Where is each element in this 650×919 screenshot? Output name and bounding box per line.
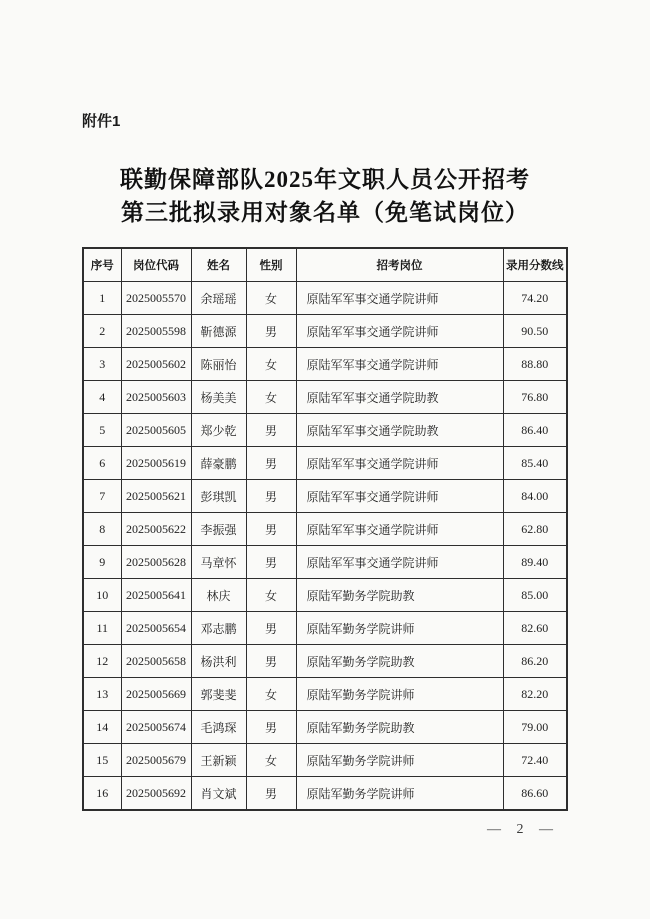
table-cell: 9 [83, 546, 121, 579]
table-cell: 2025005622 [121, 513, 191, 546]
table-cell: 林庆 [191, 579, 246, 612]
table-cell: 原陆军勤务学院讲师 [296, 678, 503, 711]
table-cell: 86.60 [503, 777, 567, 811]
table-cell: 余瑶瑶 [191, 282, 246, 315]
roster-table [82, 247, 568, 811]
table-cell: 王新颖 [191, 744, 246, 777]
table-cell: 男 [246, 447, 296, 480]
column-header: 招考岗位 [296, 248, 503, 282]
table-cell: 4 [83, 381, 121, 414]
table-row [83, 612, 567, 645]
table-row [83, 315, 567, 348]
table-cell: 毛鸿琛 [191, 711, 246, 744]
table-row [83, 513, 567, 546]
table-cell: 88.80 [503, 348, 567, 381]
table-cell: 原陆军勤务学院助教 [296, 579, 503, 612]
table-cell: 女 [246, 579, 296, 612]
table-cell: 男 [246, 645, 296, 678]
table-cell: 原陆军军事交通学院讲师 [296, 513, 503, 546]
table-cell: 原陆军勤务学院讲师 [296, 612, 503, 645]
document-title-line1: 联勤保障部队2025年文职人员公开招考 [120, 167, 530, 192]
table-row [83, 645, 567, 678]
column-header: 性别 [246, 248, 296, 282]
attachment-label: 附件1 [82, 113, 121, 130]
table-row [83, 711, 567, 744]
table-cell: 5 [83, 414, 121, 447]
table-cell: 男 [246, 612, 296, 645]
table-cell: 16 [83, 777, 121, 811]
table-cell: 2025005598 [121, 315, 191, 348]
table-cell: 原陆军军事交通学院助教 [296, 414, 503, 447]
table-row [83, 480, 567, 513]
table-cell: 原陆军军事交通学院讲师 [296, 480, 503, 513]
table-cell: 6 [83, 447, 121, 480]
table-cell: 男 [246, 315, 296, 348]
table-cell: 86.20 [503, 645, 567, 678]
table-cell: 7 [83, 480, 121, 513]
table-cell: 原陆军勤务学院讲师 [296, 777, 503, 811]
table-cell: 男 [246, 711, 296, 744]
table-cell: 原陆军军事交通学院讲师 [296, 282, 503, 315]
table-cell: 李振强 [191, 513, 246, 546]
table-cell: 82.60 [503, 612, 567, 645]
table-cell: 郑少乾 [191, 414, 246, 447]
table-cell: 肖文斌 [191, 777, 246, 811]
table-cell: 马章怀 [191, 546, 246, 579]
table-cell: 2025005603 [121, 381, 191, 414]
table-cell: 女 [246, 282, 296, 315]
column-header: 录用分数线 [503, 248, 567, 282]
table-cell: 女 [246, 381, 296, 414]
table-body [83, 282, 567, 811]
column-header: 姓名 [191, 248, 246, 282]
column-header: 岗位代码 [121, 248, 191, 282]
document-title-line2: 第三批拟录用对象名单（免笔试岗位） [121, 200, 529, 225]
table-cell: 女 [246, 348, 296, 381]
table-cell: 男 [246, 546, 296, 579]
table-cell: 13 [83, 678, 121, 711]
table-cell: 2025005628 [121, 546, 191, 579]
table-cell: 2025005692 [121, 777, 191, 811]
table-cell: 14 [83, 711, 121, 744]
table-cell: 原陆军勤务学院讲师 [296, 744, 503, 777]
table-cell: 10 [83, 579, 121, 612]
table-cell: 2025005669 [121, 678, 191, 711]
table-cell: 原陆军勤务学院助教 [296, 645, 503, 678]
table-cell: 85.00 [503, 579, 567, 612]
table-cell: 邓志鹏 [191, 612, 246, 645]
table-cell: 82.20 [503, 678, 567, 711]
table-cell: 62.80 [503, 513, 567, 546]
table-cell: 11 [83, 612, 121, 645]
table-cell: 女 [246, 744, 296, 777]
table-cell: 2025005621 [121, 480, 191, 513]
table-cell: 2025005658 [121, 645, 191, 678]
table-cell: 女 [246, 678, 296, 711]
table-cell: 85.40 [503, 447, 567, 480]
table-cell: 杨美美 [191, 381, 246, 414]
table-cell: 彭琪凯 [191, 480, 246, 513]
table-cell: 男 [246, 414, 296, 447]
table-cell: 男 [246, 513, 296, 546]
table-cell: 男 [246, 777, 296, 811]
table-cell: 原陆军军事交通学院讲师 [296, 447, 503, 480]
table-row [83, 744, 567, 777]
table-row [83, 579, 567, 612]
column-header: 序号 [83, 248, 121, 282]
table-cell: 原陆军勤务学院助教 [296, 711, 503, 744]
table-row [83, 348, 567, 381]
table-cell: 90.50 [503, 315, 567, 348]
table-cell: 靳德源 [191, 315, 246, 348]
table-cell: 8 [83, 513, 121, 546]
table-cell: 男 [246, 480, 296, 513]
table-cell: 89.40 [503, 546, 567, 579]
table-cell: 74.20 [503, 282, 567, 315]
table-cell: 2025005605 [121, 414, 191, 447]
table-cell: 15 [83, 744, 121, 777]
table-cell: 杨洪利 [191, 645, 246, 678]
page-number: — 2 — [487, 822, 553, 837]
table-row [83, 414, 567, 447]
table-cell: 2025005602 [121, 348, 191, 381]
table-cell: 陈丽怡 [191, 348, 246, 381]
table-row [83, 678, 567, 711]
table-cell: 2025005570 [121, 282, 191, 315]
table-cell: 72.40 [503, 744, 567, 777]
table-cell: 2025005641 [121, 579, 191, 612]
table-cell: 12 [83, 645, 121, 678]
table-cell: 2025005679 [121, 744, 191, 777]
table-cell: 2025005619 [121, 447, 191, 480]
table-cell: 79.00 [503, 711, 567, 744]
table-row [83, 282, 567, 315]
table-row [83, 777, 567, 811]
table-cell: 原陆军军事交通学院讲师 [296, 315, 503, 348]
table-cell: 86.40 [503, 414, 567, 447]
table-cell: 薛豪鹏 [191, 447, 246, 480]
table-row [83, 447, 567, 480]
table-cell: 84.00 [503, 480, 567, 513]
table-header-row [83, 248, 567, 282]
table-cell: 原陆军军事交通学院助教 [296, 381, 503, 414]
table-cell: 3 [83, 348, 121, 381]
table-row [83, 546, 567, 579]
table-cell: 2025005654 [121, 612, 191, 645]
table-cell: 郭斐斐 [191, 678, 246, 711]
table-row [83, 381, 567, 414]
table-cell: 原陆军军事交通学院讲师 [296, 546, 503, 579]
table-cell: 2025005674 [121, 711, 191, 744]
document-title [0, 163, 650, 229]
table-cell: 2 [83, 315, 121, 348]
table-cell: 原陆军军事交通学院讲师 [296, 348, 503, 381]
table-cell: 1 [83, 282, 121, 315]
table-cell: 76.80 [503, 381, 567, 414]
